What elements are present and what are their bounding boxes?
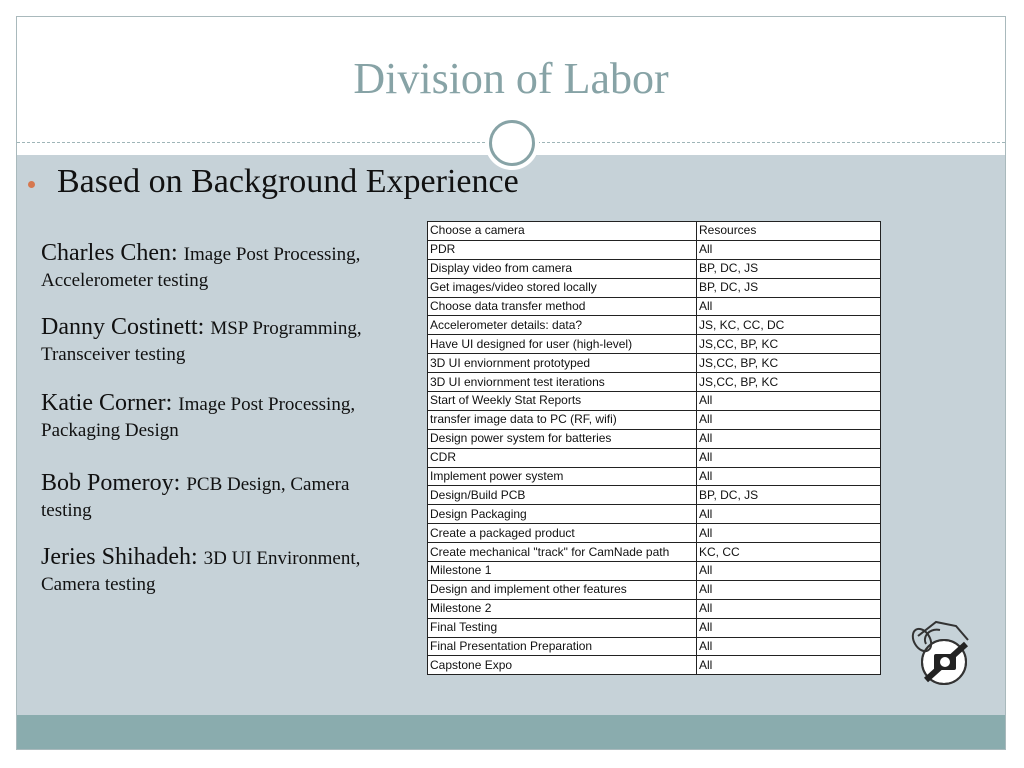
table-cell: Get images/video stored locally	[428, 278, 697, 297]
table-row	[428, 240, 881, 259]
table-row	[428, 524, 881, 543]
table-cell: Implement power system	[428, 467, 697, 486]
table-cell: PDR	[428, 240, 697, 259]
bullet-item	[28, 163, 519, 201]
table-cell: KC, CC	[697, 543, 881, 562]
table-row	[428, 505, 881, 524]
table-cell: 3D UI enviornment test iterations	[428, 373, 697, 392]
table-cell: 3D UI enviornment prototyped	[428, 354, 697, 373]
person-entry	[41, 390, 371, 444]
table-cell: BP, DC, JS	[697, 486, 881, 505]
table-cell: Display video from camera	[428, 259, 697, 278]
table-cell: Accelerometer details: data?	[428, 316, 697, 335]
table-cell: All	[697, 429, 881, 448]
table-cell: All	[697, 637, 881, 656]
table-row	[428, 354, 881, 373]
table-row	[428, 580, 881, 599]
table-row	[428, 637, 881, 656]
table-cell: Resources	[697, 222, 881, 241]
table-cell: All	[697, 505, 881, 524]
table-row	[428, 467, 881, 486]
table-cell: Final Presentation Preparation	[428, 637, 697, 656]
bottom-band	[17, 715, 1005, 750]
person-name: Charles Chen:	[41, 240, 184, 266]
table-row	[428, 335, 881, 354]
table-row	[428, 410, 881, 429]
table-row	[428, 656, 881, 675]
person-role: Image Post Processing, Accelerometer testing	[41, 244, 361, 291]
person-name: Bob Pomeroy:	[41, 470, 187, 496]
table-cell: BP, DC, JS	[697, 278, 881, 297]
table-cell: Capstone Expo	[428, 656, 697, 675]
table-cell: All	[697, 656, 881, 675]
table-row	[428, 543, 881, 562]
table-cell: CDR	[428, 448, 697, 467]
table-cell: All	[697, 580, 881, 599]
camera-grenade-logo-icon	[896, 610, 976, 690]
table-cell: Design/Build PCB	[428, 486, 697, 505]
table-cell: Choose a camera	[428, 222, 697, 241]
table-cell: transfer image data to PC (RF, wifi)	[428, 410, 697, 429]
table-cell: Create a packaged product	[428, 524, 697, 543]
table-row	[428, 599, 881, 618]
person-role: PCB Design, Camera testing	[41, 474, 350, 521]
person-role: 3D UI Environment, Camera testing	[41, 548, 361, 595]
table-cell: All	[697, 524, 881, 543]
table-row	[428, 448, 881, 467]
person-entry	[41, 314, 371, 368]
table-cell: Design and implement other features	[428, 580, 697, 599]
table-row	[428, 316, 881, 335]
table-cell: Design power system for batteries	[428, 429, 697, 448]
table-cell: Milestone 2	[428, 599, 697, 618]
table-cell: Create mechanical "track" for CamNade path	[428, 543, 697, 562]
person-role: Image Post Processing, Packaging Design	[41, 394, 356, 441]
table-cell: Design Packaging	[428, 505, 697, 524]
person-name: Katie Corner:	[41, 390, 179, 416]
table-cell: Milestone 1	[428, 562, 697, 581]
table-row	[428, 259, 881, 278]
table-cell: JS,CC, BP, KC	[697, 354, 881, 373]
person-entry	[41, 240, 371, 294]
table-cell: All	[697, 618, 881, 637]
person-name: Jeries Shihadeh:	[41, 544, 204, 570]
table-cell: All	[697, 392, 881, 411]
table-row	[428, 618, 881, 637]
task-table	[427, 221, 881, 675]
table-row	[428, 429, 881, 448]
table-cell: All	[697, 467, 881, 486]
table-header-row	[428, 222, 881, 241]
table-cell: All	[697, 448, 881, 467]
table-cell: All	[697, 297, 881, 316]
person-entry	[41, 470, 371, 524]
person-entry	[41, 544, 371, 598]
table-cell: All	[697, 410, 881, 429]
table-row	[428, 278, 881, 297]
table-cell: JS,CC, BP, KC	[697, 373, 881, 392]
person-name: Danny Costinett:	[41, 314, 211, 340]
bullet-dot-icon	[28, 181, 35, 188]
table-cell: All	[697, 562, 881, 581]
bullet-text: Based on Background Experience	[57, 163, 519, 200]
table-row	[428, 562, 881, 581]
person-role: MSP Programming, Transceiver testing	[41, 318, 362, 365]
slide-title: Division of Labor	[353, 54, 669, 103]
table-cell: JS, KC, CC, DC	[697, 316, 881, 335]
table-cell: All	[697, 240, 881, 259]
table-row	[428, 486, 881, 505]
table-row	[428, 373, 881, 392]
table-row	[428, 297, 881, 316]
table-cell: Final Testing	[428, 618, 697, 637]
table-cell: Start of Weekly Stat Reports	[428, 392, 697, 411]
table-cell: JS,CC, BP, KC	[697, 335, 881, 354]
table-cell: Have UI designed for user (high-level)	[428, 335, 697, 354]
table-cell: BP, DC, JS	[697, 259, 881, 278]
table-row	[428, 392, 881, 411]
circle-ring-icon	[485, 116, 539, 170]
table-cell: All	[697, 599, 881, 618]
table-cell: Choose data transfer method	[428, 297, 697, 316]
